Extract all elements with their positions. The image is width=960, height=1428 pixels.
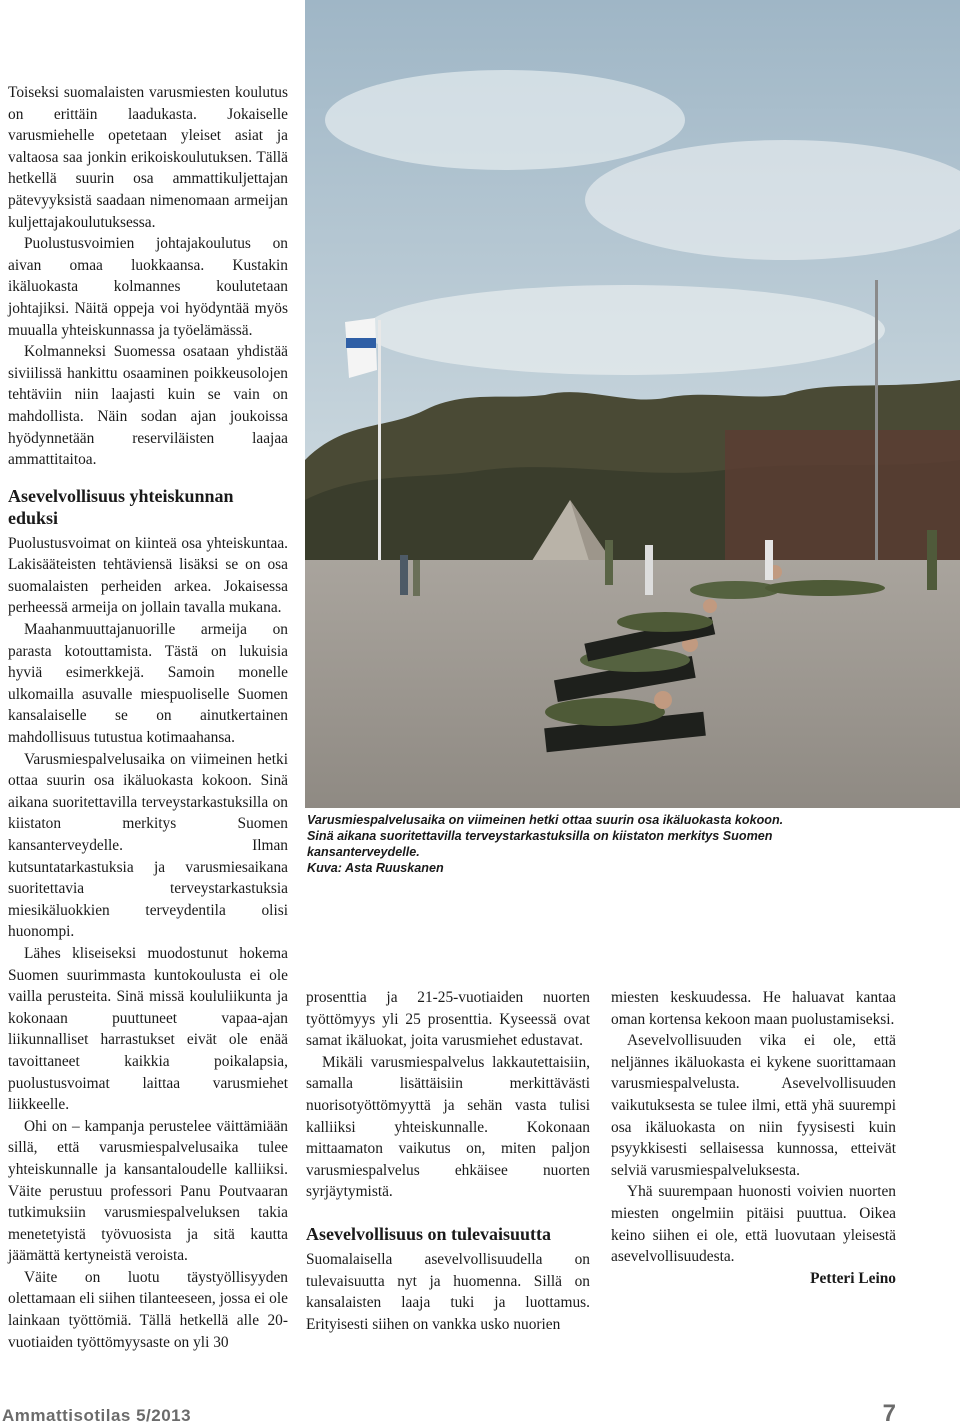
article-photo [305,0,960,808]
section-heading: Asevelvollisuus on tulevaisuutta [306,1223,552,1244]
body-paragraph: Suomalaisella asevelvollisuudella on tulevaisuutta nyt ja huomenna. Sillä on kansalaisten laaja tuki ja luottamus. Erityisesti siihen on vankka usko nuorien [306,1250,590,1333]
body-paragraph: miesten keskuudessa. He haluavat kantaa oman kortensa kekoon maan puolustamiseksi. [611,989,896,1028]
body-paragraph: Varusmiespalvelusaika on viimeinen hetki ottaa suurin osa ikäluokasta kokoon. Sinä aikana suoritettavilla terveystarkastuksilla on kiistaton merkitys Suomen kansanterveydelle. Ilman kutsuntatarkastuksia ja varusmiesaikana suoritettavia terveystarkastuksia miesikäluokkien terveydentila olisi huonompi. [8,750,288,941]
body-paragraph: Puolustusvoimat on kiinteä osa yhteiskuntaa. Lakisääteisten tehtäviensä lisäksi se on osa suomalaisten perheiden arkea. Jokaisessa perheessä armeija on jollain tavalla mukana. [8,534,288,617]
photo-caption [307,812,887,876]
caption-line: Varusmiespalvelusaika on viimeinen hetki ottaa suurin osa ikäluokasta kokoon. [307,813,784,827]
body-paragraph: Puolustusvoimien johtajakoulutus on aivan omaa luokkaansa. Kustakin ikäluokasta kolmannes koulutetaan johtajiksi. Näitä oppeja voi hyödyntää myös muualla yhteiskunnassa ja työelämässä. [8,235,288,339]
caption-line: Sinä aikana suoritettavilla terveystarkastuksilla on kiistaton merkitys Suomen kansanterveydelle. [307,829,773,859]
body-paragraph: prosenttia ja 21-25-vuotiaiden nuorten työttömyys yli 25 prosenttia. Kyseessä ovat samat ikäluokat, joita varusmiehet edustavat. [306,989,590,1050]
author-signature: Petteri Leino [810,1269,896,1287]
page-number: 7 [882,1400,896,1427]
body-paragraph: Maahanmuuttajanuorille armeija on parasta kotouttamista. Tästä on lukuisia hyviä esimerkkejä. Samoin monelle ulkomailla asuvalle miespuoliselle Suomen kansalaiselle se on ainutkertainen mahdollisuus tutustua kotimaahansa. [8,621,288,747]
photo-illustration [305,0,960,808]
body-paragraph: Yhä suurempaan huonosti voivien nuorten miesten ongelmiin pitäisi puuttua. Oikea keino siihen ei ole, että luovutaan yleisestä asevelvollisuudesta. [611,1183,896,1266]
body-paragraph: Lähes kliseiseksi muodostunut hokema Suomen suurimmasta kuntokoulusta ei ole vailla perusteita. Sinä missä koululiikunta ja kokonaan puuttuneet vapaa-ajan liikunnalliset harrastukset eivät ole enää tavoittaneet kaikkia poikalapsia, puolustusvoimat laittaa varusmiehet liikkeelle. [8,944,288,1114]
middle-column [306,987,590,1335]
body-paragraph: Toiseksi suomalaisten varusmiesten koulutus on erittäin laadukasta. Jokaiselle varusmiehelle opetetaan yleiset asiat ja valtaosa saa jonkin erikoiskoulutuksen. Tällä hetkellä suurin osa ammattikuljettajan pätevyyksistä saadaan nimenomaan armeijan kuljettajakoulutuksessa. [8,84,288,231]
body-paragraph: Mikäli varusmiespalvelus lakkautettaisiin, samalla lisättäisiin merkittävästi nuorisotyöttömyyttä ja sehän vasta tulisi kalliiksi yhteiskunnalle. Kokonaan mittaamaton vaikutus on, miten paljon varusmiespalvelus ehkäisee nuorten syrjäytymistä. [306,1053,590,1201]
body-paragraph: Väite on luotu täystyöllisyyden olettamaan eli siihen tilanteeseen, jossa ei ole lainkaan työttömiä. Tällä hetkellä alle 20-vuotiaiden työttömyysaste on yli 30 [8,1268,288,1351]
left-column [8,82,288,1353]
body-paragraph: Ohi on – kampanja perustelee väittämiään sillä, että varusmiespalvelusaika tulee yhteiskunnalle ja kansantaloudelle kalliiksi. Väite perustuu professori Panu Poutvaaran tutkimuksiin varusmiespalveluksen takia menetetyistä työvuosista ja sitä kautta jäämättä kertyneistä veroista. [8,1117,288,1265]
body-paragraph: Kolmanneksi Suomessa osataan yhdistää siviilissä hankittu osaaminen poikkeusolojen tehtäviin niin laajasti kuin se vain on mahdollista. Näin sodan ajan joukoissa hyödynnetään reserviläisten laajaa ammattitaitoa. [8,343,288,469]
section-heading: Asevelvollisuus yhteiskunnan eduksi [8,485,234,528]
right-column [611,987,896,1289]
magazine-issue: Ammattisotilas 5/2013 [2,1406,192,1425]
caption-credit: Kuva: Asta Ruuskanen [307,861,444,875]
body-paragraph: Asevelvollisuuden vika ei ole, että neljännes ikäluokasta ei kykene suorittamaan varusmiespalvelusta. Asevelvollisuuden vaikutuksesta se tulee ilmi, että yhä suurempi osa ikäluokasta on niin fyysisesti kuin psyykkisesti sellaisessa kunnossa, etteivät selviä varusmiespalveluksesta. [611,1032,896,1179]
